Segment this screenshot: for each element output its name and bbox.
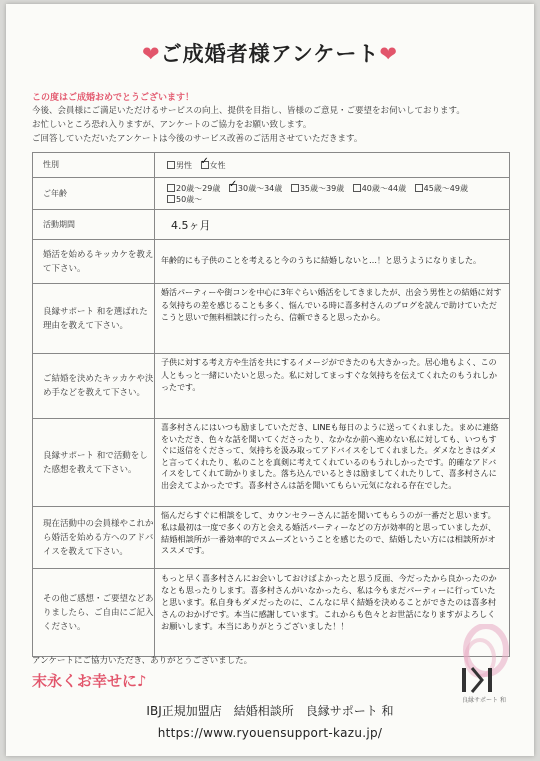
survey-sheet — [6, 4, 534, 756]
period-value[interactable]: 4.5ヶ月 — [155, 210, 510, 240]
age-label: ご年齢 — [33, 178, 155, 210]
age-option[interactable]: 45歳～49歳 — [415, 183, 468, 194]
wish-message: 末永くお幸せに♪ — [32, 672, 147, 690]
answer-text[interactable]: 年齢的にも子供のことを考えると今のうちに結婚しないと…！と思うようになりました。 — [155, 240, 510, 284]
checkbox-icon — [353, 184, 361, 192]
intro-line: お忙しいところ恐れ入りますが、アンケートのご協力をお願い致します。 — [32, 120, 312, 130]
page-title — [6, 38, 534, 68]
checkbox-icon — [167, 195, 175, 203]
question-label: 婚活を始めるキッカケを教えて下さい。 — [33, 240, 155, 284]
survey-table — [32, 152, 510, 657]
question-label: 現在活動中の会員様やこれから婚活を始める方へのアドバイスを教えて下さい。 — [33, 507, 155, 569]
intro-line: 今後、会員様にご満足いただけるサービスの向上、提供を目指し、皆様のご意見・ご要望をお伺いしております。 — [32, 106, 465, 116]
period-label: 活動期間 — [33, 210, 155, 240]
intro-line: ご回答していただいたアンケートは今後のサービス改善のご活用させていただきます。 — [32, 134, 363, 144]
answer-text[interactable]: もっと早く喜多村さんにお会いしておけばよかったと思う反面、今だったから良かったのかなとも思ったりします。喜多村さんがいなかったら、私は今もまだパーティーに行っていたと思います。私自身もダメだったのに、こんなに早く結婚を決めることができたのは喜多村さんのおかげです。本当に感謝しています。これからも色々とお世話になりますがよろしくお願いします。本当にありがとうございました！！ — [155, 569, 510, 657]
age-option[interactable]: 50歳～ — [167, 194, 202, 205]
age-option-selected[interactable]: ✓ 30歳～34歳 — [229, 183, 282, 194]
gender-option-male[interactable]: 男性 — [167, 160, 192, 171]
age-option[interactable]: 20歳～29歳 — [167, 183, 220, 194]
checked-checkbox-icon — [229, 184, 237, 192]
answer-text[interactable]: 子供に対する考え方や生活を共にするイメージができたのも大きかった。居心地もよく、この人ともっと一緒にいたいと思った。私に対してまっすぐな気持ちを伝えてくれたのもうれしかったです。 — [155, 354, 510, 419]
checkbox-icon — [167, 161, 175, 169]
thanks-message: アンケートにご協力いただき、ありがとうございました。 — [32, 656, 253, 666]
checkbox-icon — [167, 184, 175, 192]
checkbox-icon — [291, 184, 299, 192]
kazu-logo-icon — [452, 624, 516, 704]
age-options — [155, 178, 510, 210]
answer-text[interactable]: 悩んだらすぐに相談をして、カウンセラーさんに話を聞いてもらうのが一番だと思います。私は最初は一度で多くの方と会える婚活パーティーなどの方が効率的と思っていましたが、結婚相談所が一番効率的でスムーズということを感じたので、結婚したい方には相談所がオススメです。 — [155, 507, 510, 569]
gender-options — [155, 153, 510, 178]
question-label: その他ご感想・ご要望などありましたら、ご自由にご記入ください。 — [33, 569, 155, 657]
age-option[interactable]: 35歳～39歳 — [291, 183, 344, 194]
answer-text[interactable]: 喜多村さんにはいつも励ましていただき、LINEも毎日のように送ってくれました。まめに連絡をいただき、色々な話を聞いてくださったり、なかなか前へ進めない私に対しても、いつもすぐに返信をくださって、気持ちを汲み取ってアドバイスをしてくれました。ダメなときはダメと言ってくれたり、私のことを真剣に考えてくれているのもうれしかったです。的確なアドバイスをしてくれて助かりました。落ち込んでいるときは励ましてくれたりして、喜多村さんに出会えてよかったです。喜多村さんは話を聞いてもらい元気になれる存在でした。 — [155, 419, 510, 507]
checkbox-icon — [415, 184, 423, 192]
title-text: ご成婚者様アンケート — [160, 42, 380, 66]
question-label: 良縁サポート 和を選ばれた理由を教えて下さい。 — [33, 284, 155, 354]
age-option[interactable]: 40歳～44歳 — [353, 183, 406, 194]
checked-checkbox-icon — [201, 161, 209, 169]
website-link[interactable]: https://www.ryouensupport-kazu.jp/ — [157, 726, 383, 740]
question-label: 良縁サポート 和で活動をした感想を教えて下さい。 — [33, 419, 155, 507]
congrats-message: この度はご成婚おめでとうございます！ — [32, 93, 195, 103]
gender-option-female[interactable]: ✓ 女性 — [201, 160, 226, 171]
heart-icon: ❤ — [379, 42, 398, 66]
answer-text[interactable]: 婚活パーティーや街コンを中心に3年ぐらい婚活をしてきましたが、出会う男性との結婚に対する気持ちの差を感じることも多く、悩んでいる時に喜多村さんのブログを読んで助けていただこうと思いで無料相談に行ったら、信頼できると思ったから。 — [155, 284, 510, 354]
logo-caption: 良縁サポート 和 — [462, 697, 506, 704]
gender-label: 性別 — [33, 153, 155, 178]
heart-icon: ❤ — [142, 42, 161, 66]
question-label: ご結婚を決めたキッカケや決め手などを教えて下さい。 — [33, 354, 155, 419]
shop-name: IBJ正規加盟店 結婚相談所 良縁サポート 和 — [146, 704, 394, 718]
